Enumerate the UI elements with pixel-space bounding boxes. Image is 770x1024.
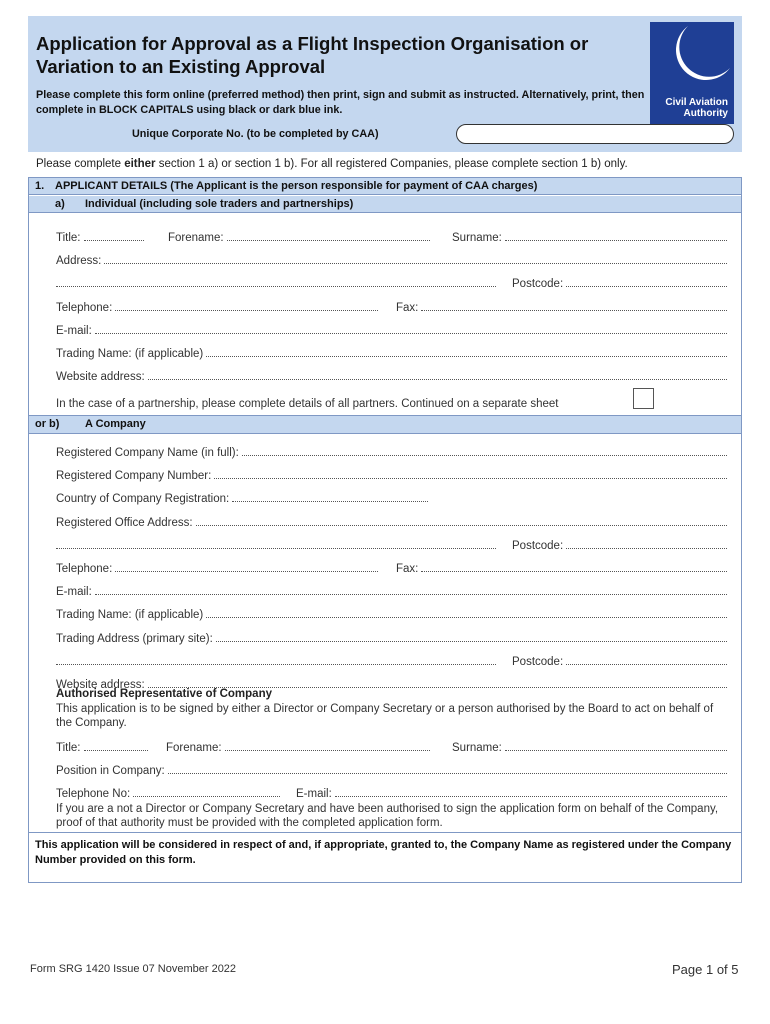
section-a-fields (56, 226, 727, 414)
logo-text: Civil Aviation Authority (665, 97, 728, 119)
section-1a-header (29, 196, 741, 213)
section-b-marker: or b) (35, 418, 60, 430)
a-surname-field[interactable]: Surname: (452, 226, 727, 244)
registration-note: This application will be considered in respect of and, if appropriate, granted to, the Company Name as registered under the Company Number provided on this form. (29, 832, 741, 882)
rep-text: This application is to be signed by either a Director or Company Secretary or a person authorised by the Board to act on behalf of the Company. (56, 703, 714, 729)
intro-text (36, 158, 628, 170)
ucn-label: Unique Corporate No. (to be completed by CAA) (132, 128, 379, 140)
form-instructions: Please complete this form online (preferred method) then print, sign and submit as instructed. Alternatively, print, then complete in BLOCK CAPITALS using black or dark blue ink. (36, 89, 645, 116)
b-trading-address-line2[interactable] (56, 650, 496, 668)
section-a-marker: a) (55, 198, 65, 210)
applicant-details-form (28, 177, 742, 883)
partnership-note: In the case of a partnership, please complete details of all partners. Continued on a separate sheet (56, 398, 559, 411)
b-trading-address-field[interactable]: Trading Address (primary site): (56, 627, 727, 645)
rep-telephone-field[interactable]: Telephone No: (56, 782, 280, 800)
intro-before: Please complete (36, 158, 125, 170)
a-address-line2[interactable] (56, 272, 496, 290)
a-fax-field[interactable]: Fax: (396, 296, 727, 314)
intro-after: section 1 a) or section 1 b). For all registered Companies, please complete section 1 b) only. (155, 158, 628, 170)
a-telephone-field[interactable]: Telephone: (56, 296, 378, 314)
a-forename-field[interactable]: Forename: (168, 226, 430, 244)
separate-sheet-checkbox[interactable] (633, 388, 654, 409)
section-1b-header (29, 415, 741, 434)
section-number: 1. (35, 180, 45, 192)
b-website-field[interactable]: Website address: (56, 673, 727, 691)
authorised-representative (56, 688, 727, 830)
section-1-header (29, 178, 741, 195)
a-email-field[interactable]: E-mail: (56, 319, 727, 337)
section-b-fields (56, 441, 727, 696)
page-number: Page 1 of 5 (672, 962, 739, 977)
a-website-field[interactable]: Website address: (56, 365, 727, 383)
a-postcode-field[interactable]: Postcode: (512, 272, 727, 290)
rep-surname-field[interactable]: Surname: (452, 736, 727, 754)
rep-position-field[interactable]: Position in Company: (56, 759, 727, 777)
a-address-field[interactable]: Address: (56, 249, 727, 267)
section-title: APPLICANT DETAILS (The Applicant is the person responsible for payment of CAA charges) (55, 180, 538, 192)
ucn-input[interactable] (456, 124, 734, 144)
rep-title-field[interactable]: Title: (56, 736, 148, 754)
rep-forename-field[interactable]: Forename: (166, 736, 430, 754)
b-telephone-field[interactable]: Telephone: (56, 557, 378, 575)
form-reference: Form SRG 1420 Issue 07 November 2022 (30, 963, 237, 975)
form-title: Application for Approval as a Flight Inspection Organisation or Variation to an Existing Approval (36, 33, 589, 77)
a-trading-name-field[interactable]: Trading Name: (if applicable) (56, 342, 727, 360)
section-b-title: A Company (85, 418, 146, 430)
b-postcode2-field[interactable]: Postcode: (512, 650, 727, 668)
b-reg-address-line2[interactable] (56, 534, 496, 552)
rep-heading: Authorised Representative of Company (56, 688, 272, 700)
b-country-field[interactable]: Country of Company Registration: (56, 487, 428, 505)
intro-emphasis: either (124, 158, 156, 170)
b-reg-name-field[interactable]: Registered Company Name (in full): (56, 441, 727, 459)
b-email-field[interactable]: E-mail: (56, 580, 727, 598)
rep-email-field[interactable]: E-mail: (296, 782, 727, 800)
a-title-field[interactable]: Title: (56, 226, 144, 244)
b-trading-name-field[interactable]: Trading Name: (if applicable) (56, 603, 727, 621)
form-header (28, 16, 742, 152)
section-a-title: Individual (including sole traders and partnerships) (85, 198, 354, 210)
b-reg-address-field[interactable]: Registered Office Address: (56, 511, 727, 529)
b-fax-field[interactable]: Fax: (396, 557, 727, 575)
crescent-logo-icon (650, 22, 734, 92)
b-postcode-field[interactable]: Postcode: (512, 534, 727, 552)
b-reg-number-field[interactable]: Registered Company Number: (56, 464, 727, 482)
rep-note: If you are a not a Director or Company Secretary and have been authorised to sign the application form on behalf of the Company, proof of that authority must be provided with the completed application form. (56, 803, 719, 830)
caa-logo (650, 22, 734, 124)
